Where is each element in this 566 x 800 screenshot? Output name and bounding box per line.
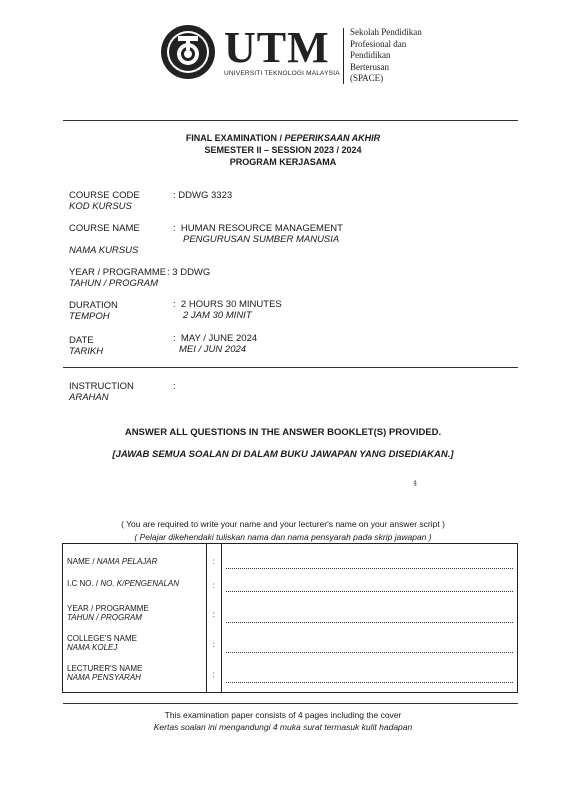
header-rule	[63, 120, 518, 121]
date-label: DATE TARIKH	[69, 335, 104, 357]
college-name-field[interactable]	[221, 628, 517, 658]
date-value: : MAY / JUNE 2024 MEI / JUN 2024	[173, 333, 258, 355]
student-info-table	[62, 543, 518, 693]
course-name-value: : HUMAN RESOURCE MANAGEMENT PENGURUSAN SUMBER MANUSIA	[173, 223, 343, 245]
year-programme-value: : 3 DDWG	[167, 267, 211, 278]
logo-divider	[343, 28, 344, 84]
brand-subtitle: UNIVERSITI TEKNOLOGI MALAYSIA	[224, 70, 340, 77]
brand-wordmark: UTM	[224, 23, 330, 72]
answer-all-instruction: ANSWER ALL QUESTIONS IN THE ANSWER BOOKLET(S) PROVIDED.	[124, 427, 442, 438]
name-notice: ( You are required to write your name and your lecturer's name on your answer script )	[121, 519, 445, 529]
course-name-label: COURSE NAME	[69, 223, 140, 234]
table-row: YEAR / PROGRAMME TAHUN / PROGRAM :	[63, 594, 518, 628]
instruction-label: INSTRUCTION ARAHAN	[69, 381, 134, 403]
year-programme-label: YEAR / PROGRAMME TAHUN / PROGRAM	[69, 267, 167, 289]
footer-rule	[63, 703, 518, 704]
exam-title: FINAL EXAMINATION / PEPERIKSAAN AKHIR SEMESTER II – SESSION 2023 / 2024 PROGRAM KERJASAMA	[185, 133, 381, 167]
name-notice-ms: ( Pelajar dikehendaki tuliskan nama dan nama pensyarah pada skrip jawapan )	[134, 532, 432, 542]
course-code-label: COURSE CODE KOD KURSUS	[69, 190, 140, 212]
year-programme-field[interactable]	[221, 594, 517, 628]
lecturer-name-field[interactable]	[221, 658, 517, 693]
stray-mark: ᵵ	[414, 478, 417, 488]
page-count-note: This examination paper consists of 4 pages including the cover Kertas soalan ini mengandungi 4 muka surat termasuk kulit hadapan	[153, 710, 413, 732]
utm-logo	[160, 24, 430, 88]
utm-seal-icon	[160, 24, 216, 80]
fields-rule	[63, 367, 518, 368]
table-row: NAME / NAMA PELAJAR :	[63, 544, 518, 572]
instruction-colon: :	[173, 381, 176, 392]
duration-label: DURATION TEMPOH	[69, 300, 118, 322]
table-row: I.C NO. / NO. K/PENGENALAN :	[63, 571, 518, 594]
ic-no-field[interactable]	[221, 571, 517, 594]
answer-all-instruction-ms: [JAWAB SEMUA SOALAN DI DALAM BUKU JAWAPAN YANG DISEDIAKAN.]	[112, 449, 454, 460]
name-field[interactable]	[221, 544, 517, 572]
course-name-label-ms: NAMA KURSUS	[69, 245, 139, 256]
duration-value: : 2 HOURS 30 MINUTES 2 JAM 30 MINIT	[173, 299, 282, 321]
space-text: Sekolah Pendidikan Profesional dan Pendidikan Berterusan (SPACE)	[350, 27, 422, 83]
table-row: LECTURER'S NAME NAMA PENSYARAH :	[63, 658, 518, 693]
course-code-value: : DDWG 3323	[173, 190, 233, 201]
table-row: COLLEGE'S NAME NAMA KOLEJ :	[63, 628, 518, 658]
